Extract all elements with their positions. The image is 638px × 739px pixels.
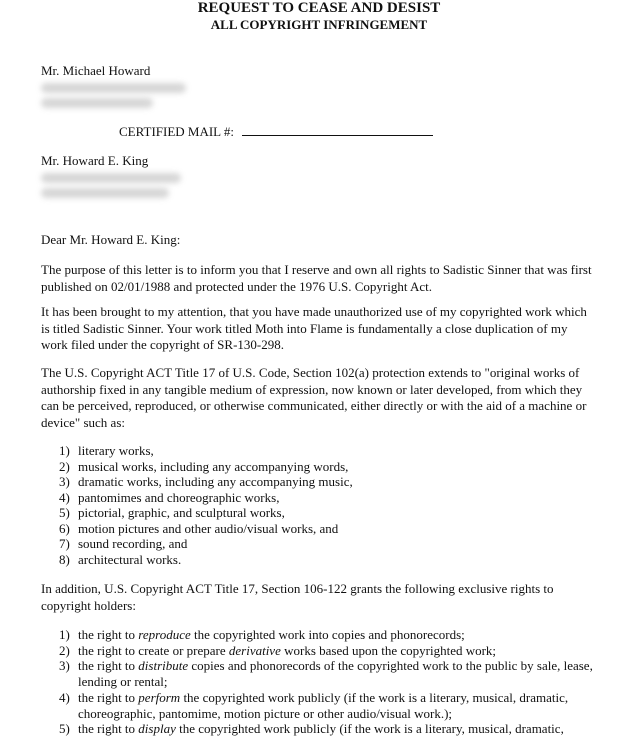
list-item: 1) the right to reproduce the copyrighted work into copies and phonorecords; [59, 627, 465, 642]
recipient-name: Mr. Howard E. King [41, 153, 149, 168]
list-item: 4) the right to perform the copyrighted work publicly (if the work is a literary, musical, dramatic, choreographic, pantomime, motion picture or other audio/visual work.); [59, 689, 569, 721]
list-item: 1) literary works, [59, 443, 154, 458]
list-item: 5) pictorial, graphic, and sculptural works, [59, 505, 285, 520]
redacted-sender-address-line-2 [41, 98, 153, 108]
list-item: 3) the right to distribute copies and phonorecords of the copyrighted work to the public by sale, lease, lending or rental; [59, 658, 593, 690]
paragraph-infringement: It has been brought to my attention, that you have made unauthorized use of my copyrighted work which is titled Sadistic Sinner. Your work titled Moth into Flame is fundamentally a close duplication of my work filed under the copyright of SR-130-298. [41, 304, 587, 352]
redacted-recipient-address-line-1 [41, 173, 181, 183]
document-subtitle: ALL COPYRIGHT INFRINGEMENT [210, 17, 428, 32]
sender-name: Mr. Michael Howard [41, 63, 151, 78]
list-item: 6) motion pictures and other audio/visual works, and [59, 520, 339, 536]
certified-mail-number-line [242, 135, 433, 136]
works-list [59, 443, 599, 567]
rights-list [59, 627, 599, 737]
list-item: 8) architectural works. [59, 551, 182, 567]
list-item: 5) the right to display the copyrighted work publicly (if the work is a literary, musical, dramatic, [59, 721, 564, 737]
salutation: Dear Mr. Howard E. King: [41, 232, 181, 247]
list-item: 2) musical works, including any accompanying words, [59, 458, 349, 474]
paragraph-ownership: The purpose of this letter is to inform you that I reserve and own all rights to Sadistic Sinner that was first published on 02/01/1988 and protected under the 1976 U.S. Copyright Act. [41, 262, 592, 294]
document-title: REQUEST TO CEASE AND DESIST [197, 0, 441, 16]
list-item: 7) sound recording, and [59, 536, 188, 551]
list-item: 3) dramatic works, including any accompanying music, [59, 474, 353, 489]
paragraph-section-106: In addition, U.S. Copyright ACT Title 17, Section 106-122 grants the following exclusive rights to copyright holders: [41, 581, 554, 613]
list-item: 2) the right to create or prepare derivative works based upon the copyrighted work; [59, 642, 497, 658]
redacted-sender-address-line-1 [41, 83, 186, 93]
certified-mail-label: CERTIFIED MAIL #: [119, 124, 235, 139]
redacted-recipient-address-line-2 [41, 188, 169, 198]
paragraph-section-102: The U.S. Copyright ACT Title 17 of U.S. Code, Section 102(a) protection extends to "original works of authorship fixed in any tangible medium of expression, now known or later developed, from which they can be perceived, reproduced, or otherwise communicated, either directly or with the aid of a machine or device" such as: [41, 365, 587, 430]
list-item: 4) pantomimes and choreographic works, [59, 489, 280, 505]
